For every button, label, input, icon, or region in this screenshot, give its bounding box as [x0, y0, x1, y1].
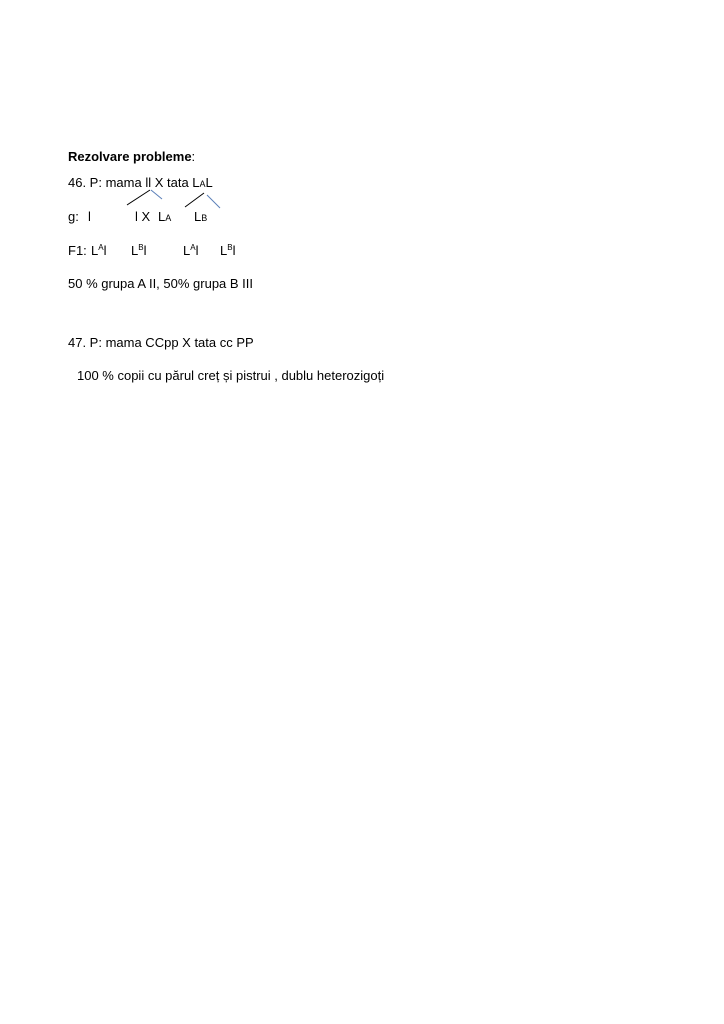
f1-item-sup: B [138, 243, 144, 252]
gamete-4 [194, 210, 207, 223]
f1-item-L: L [220, 243, 228, 258]
gamete-4-L: L [194, 209, 202, 224]
gametes-label: g: [68, 209, 79, 224]
p46-father-L1: L [192, 175, 200, 190]
f1-label: F1: [68, 243, 87, 258]
line-father-right [207, 195, 220, 208]
f1-item-L: L [183, 243, 191, 258]
f1-item-L: L [91, 243, 99, 258]
f1-item-L: L [131, 243, 139, 258]
gamete-2: l X [135, 209, 151, 224]
p47-parents: 47. P: mama CCpp X tata cc PP [68, 335, 254, 350]
p46-middle: X tata [151, 175, 193, 190]
p46-mother-genotype: ll [145, 175, 152, 190]
gamete-4-sub: B [201, 213, 208, 223]
gamete-3-sub: A [165, 213, 172, 223]
f1-item [131, 244, 146, 257]
heading-colon: : [191, 149, 196, 164]
line-father-left [185, 193, 204, 207]
f1-item [91, 244, 106, 257]
gamete-3 [158, 210, 171, 223]
line-mother-right [151, 190, 162, 199]
f1-item-tail: l [232, 243, 236, 258]
f1-item-tail: l [103, 243, 107, 258]
gamete-1: l [88, 209, 91, 224]
gamete-3-L: L [158, 209, 166, 224]
f1-item-tail: l [143, 243, 147, 258]
p47-result: 100 % copii cu părul creț și pistrui , dublu heterozigoți [77, 368, 385, 383]
p46-prefix: 46. P: mama [68, 175, 146, 190]
f1-item [220, 244, 235, 257]
f1-item [183, 244, 198, 257]
line-mother-left [127, 190, 150, 205]
f1-item-sup: A [98, 243, 104, 252]
p46-father-sub: A [199, 179, 206, 189]
p46-father-L2: L [205, 175, 213, 190]
f1-item-sup: B [227, 243, 233, 252]
f1-item-sup: A [190, 243, 196, 252]
heading-text: Rezolvare probleme [68, 149, 192, 164]
p46-result: 50 % grupa A II, 50% grupa B III [68, 276, 254, 291]
f1-item-tail: l [195, 243, 199, 258]
